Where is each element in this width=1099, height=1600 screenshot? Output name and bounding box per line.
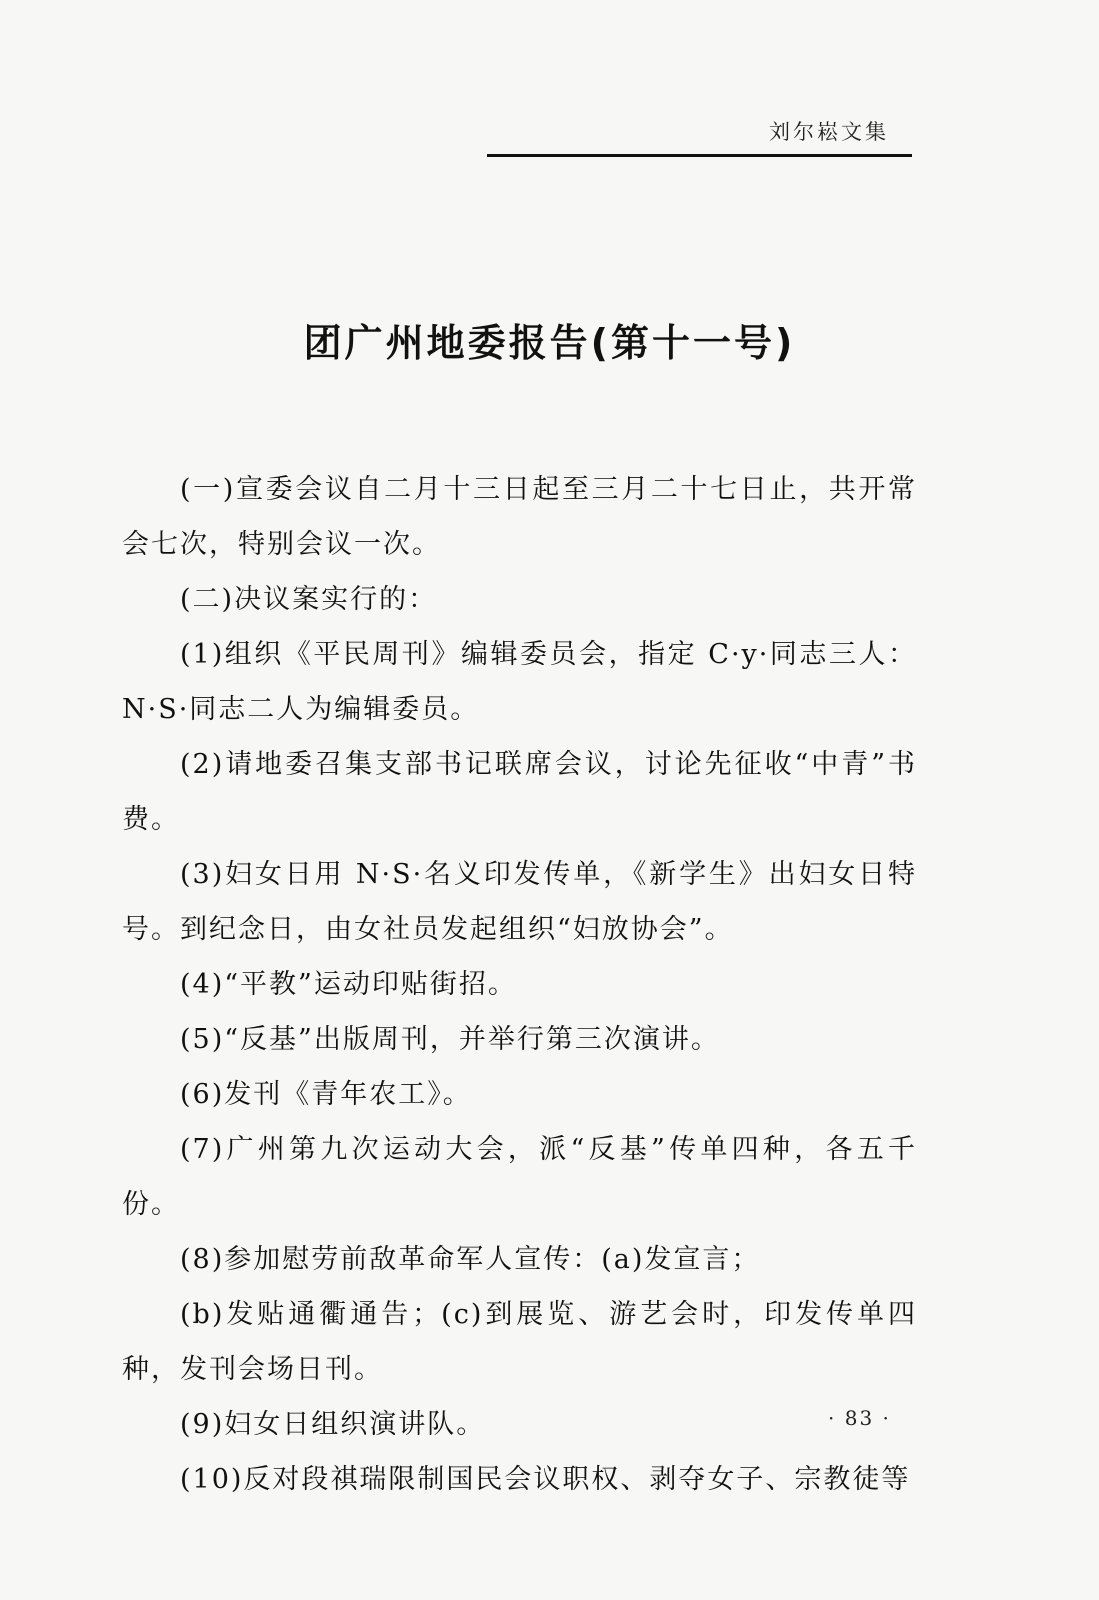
document-body — [122, 462, 917, 1507]
paragraph: (2)请地委召集支部书记联席会议，讨论先征收“中青”书费。 — [122, 749, 917, 835]
paragraph: (1)组织《平民周刊》编辑委员会，指定 C·y·同志三人：N·S·同志二人为编辑委员。 — [122, 639, 917, 725]
page-number: · 83 · — [828, 1406, 891, 1430]
paragraph: (7)广州第九次运动大会，派“反基”传单四种，各五千份。 — [122, 1134, 917, 1220]
paragraph: (9)妇女日组织演讲队。 — [180, 1409, 486, 1440]
paragraph: (4)“平教”运动印贴街招。 — [180, 969, 517, 1000]
paragraph: (b)发贴通衢通告；(c)到展览、游艺会时，印发传单四种，发刊会场日刊。 — [122, 1299, 917, 1385]
paragraph: (6)发刊《青年农工》。 — [180, 1079, 472, 1110]
paragraph: (8)参加慰劳前敌革命军人宣传：(a)发宣言； — [180, 1244, 761, 1275]
header-rule — [487, 154, 912, 157]
document-title: 团广州地委报告(第十一号) — [303, 321, 796, 365]
running-header: 刘尔崧文集 — [769, 120, 889, 144]
paragraph: (3)妇女日用 N·S·名义印发传单，《新学生》出妇女日特号。到纪念日，由女社员发起组织“妇放协会”。 — [122, 859, 917, 945]
paragraph: (5)“反基”出版周刊，并举行第三次演讲。 — [180, 1024, 720, 1055]
paragraph: (10)反对段祺瑞限制国民会议职权、剥夺女子、宗教徒等 — [180, 1464, 911, 1495]
paragraph: (一)宣委会议自二月十三日起至三月二十七日止，共开常会七次，特别会议一次。 — [122, 474, 917, 560]
paragraph: (二)决议案实行的： — [180, 584, 438, 615]
